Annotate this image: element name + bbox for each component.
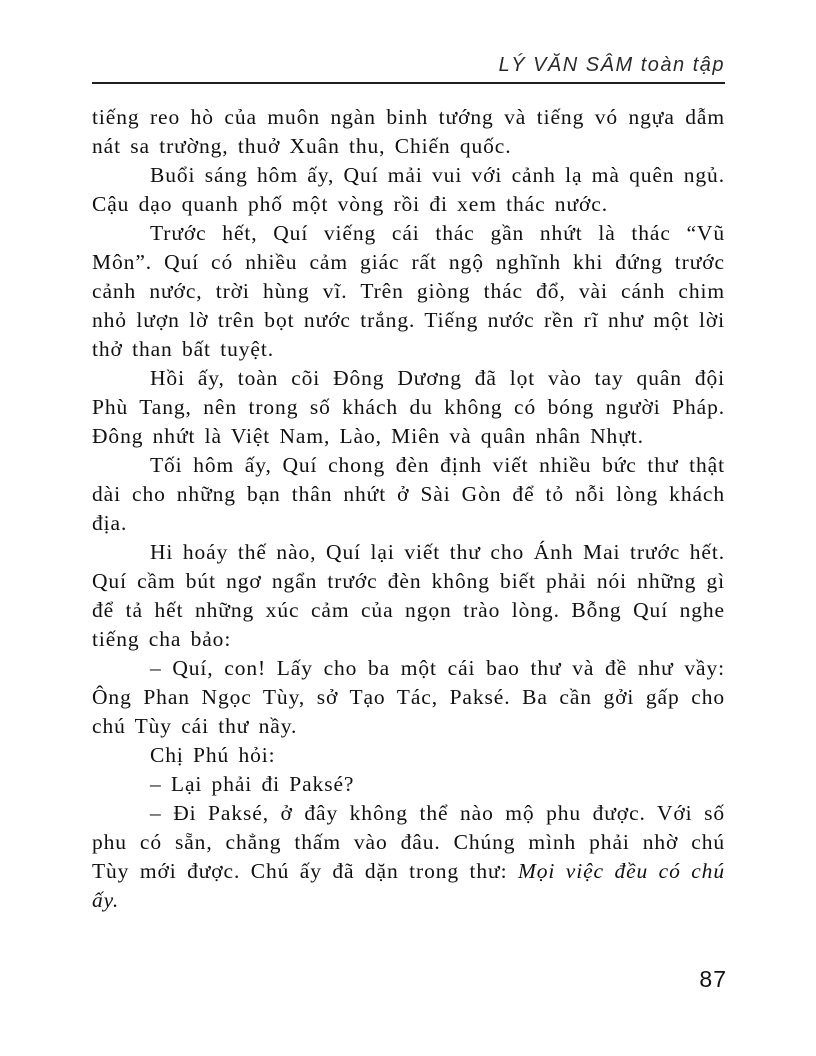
paragraph-7 [92,654,725,741]
text-segment: Buổi sáng hôm ấy, Quí mải vui với cảnh lạ mà quên ngủ. Cậu dạo quanh phố một vòng rồi đi xem thác nước. [92,163,725,216]
italic-phrase: Mọi việc đều có chú ấy. [92,859,725,912]
text-segment: – Quí, con! Lấy cho ba một cái bao thư và đề như vầy: Ông Phan Ngọc Tùy, sở Tạo Tác, Paksé. Ba cần gởi gấp cho chú Tùy cái thư nầy. [92,656,725,738]
text-segment: Tối hôm ấy, Quí chong đèn định viết nhiều bức thư thật dài cho những bạn thân nhứt ở Sài Gòn để tỏ nỗi lòng khách địa. [92,453,725,535]
paragraph-9 [92,770,725,799]
text-segment: tiếng reo hò của muôn ngàn binh tướng và tiếng vó ngựa dẫm nát sa trường, thuở Xuân thu, Chiến quốc. [92,105,725,158]
paragraph-6 [92,538,725,654]
text-segment: Trước hết, Quí viếng cái thác gần nhứt là thác “Vũ Môn”. Quí có nhiều cảm giác rất ngộ nghĩnh khi đứng trước cảnh nước, trời hùng vĩ. Trên giòng thác đổ, vài cánh chim nhỏ lượn lờ trên bọt nước trắng. Tiếng nước rền rĩ như một lời thở than bất tuyệt. [92,221,725,361]
text-segment: Hồi ấy, toàn cõi Đông Dương đã lọt vào tay quân đội Phù Tang, nên trong số khách du không có bóng người Pháp. Đông nhứt là Việt Nam, Lào, Miên và quân nhân Nhựt. [92,366,725,448]
page-number: 87 [699,966,727,992]
paragraph-2 [92,161,725,219]
text-block [92,54,725,915]
running-header: LÝ VĂN SÂM toàn tập [92,54,725,84]
text-segment: Chị Phú hỏi: [150,743,276,767]
text-segment: – Lại phải đi Paksé? [150,772,355,796]
paragraph-1 [92,103,725,161]
paragraph-5 [92,451,725,538]
body-text [92,103,725,915]
paragraph-4 [92,364,725,451]
text-segment: Hi hoáy thế nào, Quí lại viết thư cho Ánh Mai trước hết. Quí cầm bút ngơ ngẩn trước đèn không biết phải nói những gì để tả hết những xúc cảm của ngọn trào lòng. Bỗng Quí nghe tiếng cha bảo: [92,540,725,651]
text-segment: – Đi Paksé, ở đây không thể nào mộ phu được. Với số phu có sẵn, chẳng thấm vào đâu. Chúng mình phải nhờ chú Tùy mới được. Chú ấy đã dặn trong thư: [92,801,725,883]
paragraph-8 [92,741,725,770]
paragraph-10 [92,799,725,915]
paragraph-3 [92,219,725,364]
